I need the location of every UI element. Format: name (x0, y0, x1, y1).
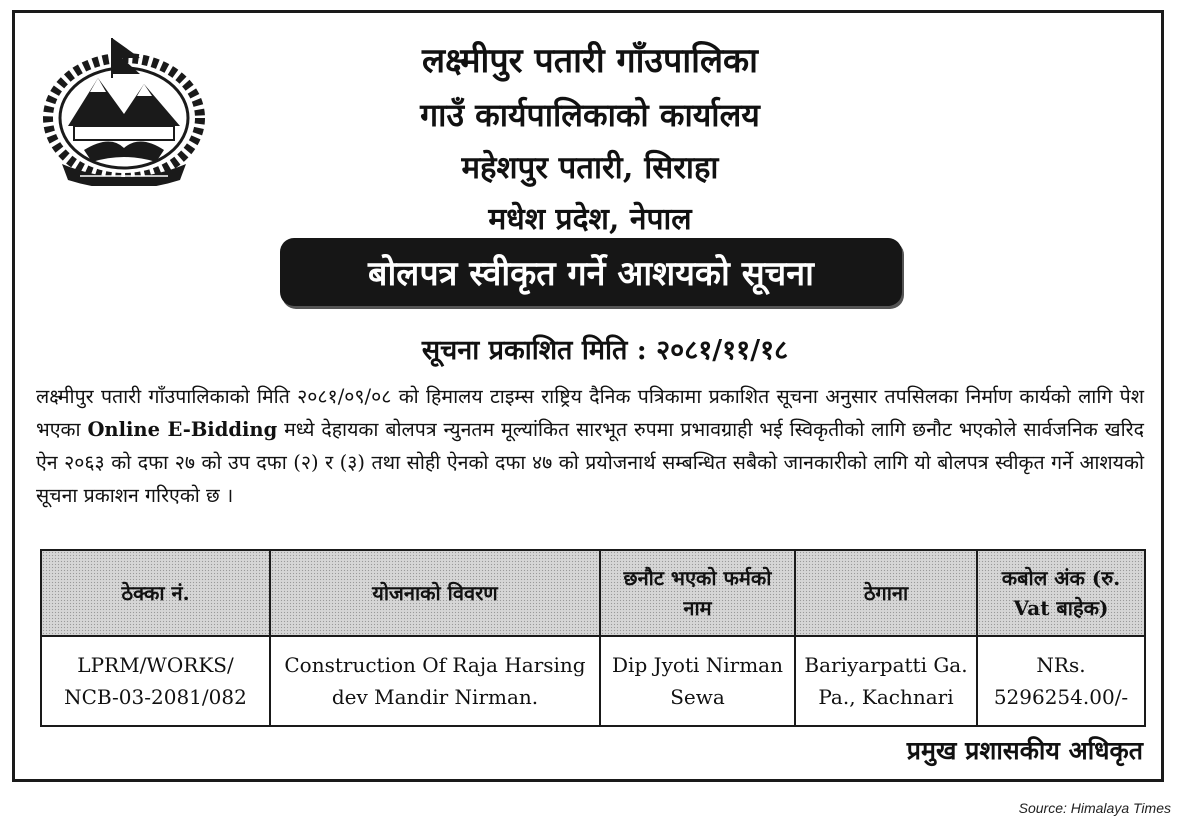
cell-selected-firm: Dip Jyoti Nirman Sewa (600, 636, 795, 726)
notice-body-part2: मध्ये देहायका बोलपत्र न्युनतम मूल्यांकित सारभूत रुपमा प्रभावग्राही भई स्विकृतीको लागि छनौट भएकोले सार्वजनिक खरिद ऐन २०६३ को दफा २७ को उप दफा (२) र (३) तथा सोही ऐनको दफा ४७ को प्रयोजनार्थ सम्बन्धित सबैको जानकारीको लागि यो बोलपत्र स्वीकृत गर्ने आशयको सूचना प्रकाशन गरिएको छ । (36, 418, 1144, 507)
province-country: मधेश प्रदेश, नेपाल (488, 202, 692, 237)
cell-bid-amount: NRs. 5296254.00/- (977, 636, 1145, 726)
publication-date: सूचना प्रकाशित मिति : २०८१/११/१८ (421, 335, 789, 366)
table-row (41, 636, 1145, 726)
header-address: ठेगाना (795, 550, 977, 636)
award-table (40, 549, 1146, 727)
source-credit: Source: Himalaya Times (1018, 800, 1171, 816)
header-selected-firm: छनौट भएको फर्मको नाम (600, 550, 795, 636)
cell-address: Bariyarpatti Ga. Pa., Kachnari (795, 636, 977, 726)
notice-body (36, 380, 1144, 512)
office-location: महेशपुर पतारी, सिराहा (461, 150, 719, 186)
nepal-government-emblem-icon (40, 34, 208, 186)
signatory-title: प्रमुख प्रशासकीय अधिकृत (906, 736, 1143, 765)
notice-body-highlight: Online E-Bidding (87, 418, 278, 441)
cell-project-description: Construction Of Raja Harsing dev Mandir Nirman. (270, 636, 600, 726)
table-header-row (41, 550, 1145, 636)
office-name: गाउँ कार्यपालिकाको कार्यालय (420, 96, 760, 134)
cell-contract-no: LPRM/WORKS/ NCB-03-2081/082 (41, 636, 270, 726)
notice-body-part1: लक्ष्मीपुर पतारी गाँउपालिकाको मिति २०८१/०९/०८ को हिमालय टाइम्स राष्ट्रिय दैनिक पत्रिकामा प्रकाशित सूचना अनुसार तपसिलका निर्माण कार्यको लागि पेश भएका (36, 385, 1144, 441)
header-contract-no: ठेक्का नं. (41, 550, 270, 636)
municipality-name: लक्ष्मीपुर पतारी गाँउपालिका (422, 41, 758, 81)
notice-title: बोलपत्र स्वीकृत गर्ने आशयको सूचना (280, 238, 902, 306)
header-bid-amount: कबोल अंक (रु. Vat बाहेक) (977, 550, 1145, 636)
header-project-description: योजनाको विवरण (270, 550, 600, 636)
